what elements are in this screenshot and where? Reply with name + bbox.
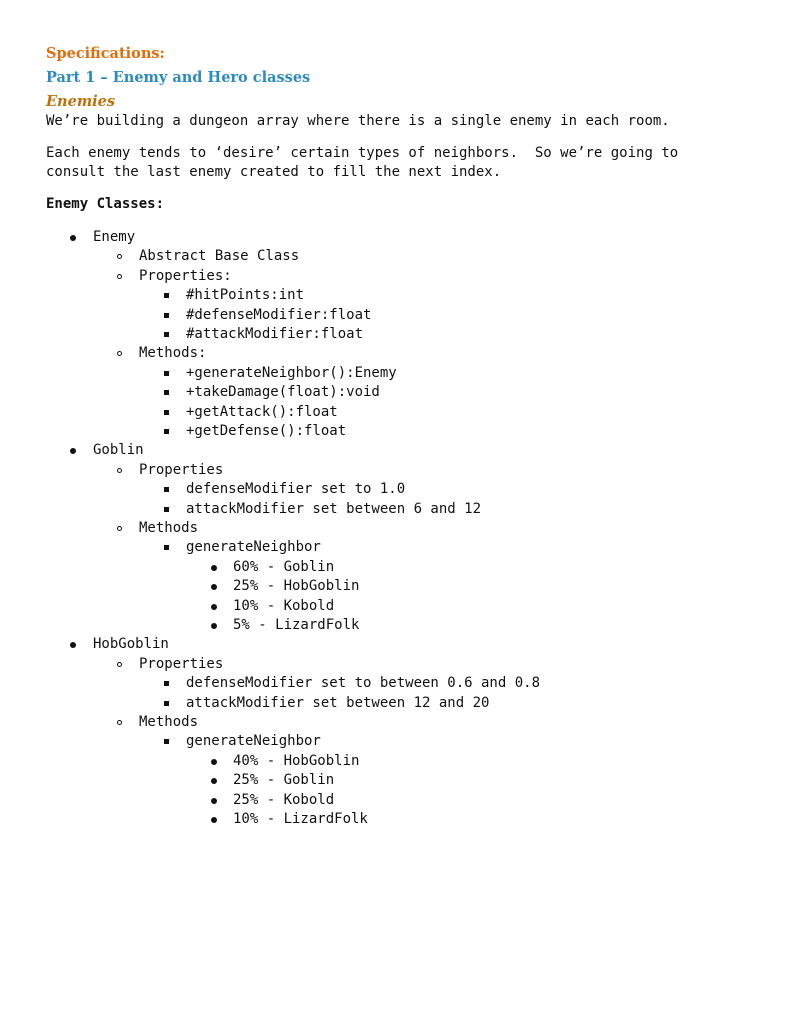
- outline-item-level-3: +getDefense():float: [186, 423, 347, 439]
- circle-bullet-icon: [117, 720, 122, 725]
- outline-item-level-1: Goblin: [93, 442, 144, 459]
- outline-item-level-3: +generateNeighbor():Enemy: [186, 364, 397, 381]
- disc-bullet-icon: [211, 778, 217, 784]
- square-bullet-icon: [164, 390, 169, 395]
- circle-bullet-icon: [117, 662, 122, 667]
- circle-bullet-icon: [117, 468, 122, 473]
- part1-heading: Part 1 – Enemy and Hero classes: [46, 69, 311, 86]
- disc-bullet-icon: [211, 798, 217, 804]
- outline-item-level-3: attackModifier set between 12 and 20: [186, 694, 490, 711]
- outline-item-level-4: 25% - Goblin: [233, 772, 335, 789]
- outline-item-level-3: +getAttack():float: [186, 403, 338, 420]
- square-bullet-icon: [164, 293, 169, 298]
- square-bullet-icon: [164, 429, 169, 434]
- disc-bullet-icon: [211, 817, 217, 823]
- square-bullet-icon: [164, 545, 169, 550]
- square-bullet-icon: [164, 332, 169, 337]
- outline-item-level-2: Methods: [139, 714, 199, 730]
- circle-bullet-icon: [117, 274, 122, 279]
- circle-bullet-icon: [117, 351, 122, 356]
- enemies-heading: Enemies: [46, 93, 116, 110]
- outline-item-level-2: Properties:: [139, 267, 232, 284]
- specifications-heading: Specifications:: [46, 45, 165, 62]
- disc-bullet-icon: [211, 604, 217, 610]
- outline-item-level-2: Methods: [139, 520, 199, 536]
- outline-item-level-2: Properties: [139, 461, 224, 478]
- outline-item-level-4: 40% - HobGoblin: [233, 752, 360, 769]
- intro-paragraph: We’re building a dungeon array where there is a single enemy in each room.: [46, 113, 670, 129]
- outline-item-level-1: Enemy: [93, 229, 136, 245]
- outline-item-level-2: Properties: [139, 655, 224, 672]
- disc-bullet-icon: [211, 759, 217, 765]
- outline-item-level-3: generateNeighbor: [186, 539, 321, 556]
- circle-bullet-icon: [117, 526, 122, 531]
- outline-item-level-3: generateNeighbor: [186, 733, 321, 750]
- outline-item-level-3: defenseModifier set to between 0.6 and 0.8: [186, 675, 541, 692]
- outline-item-level-2: Methods:: [139, 345, 207, 362]
- outline-item-level-4: 25% - Kobold: [233, 791, 335, 808]
- outline-item-level-4: 10% - Kobold: [233, 597, 335, 614]
- outline-item-level-4: 25% - HobGoblin: [233, 578, 360, 595]
- disc-bullet-icon: [70, 448, 76, 454]
- square-bullet-icon: [164, 371, 169, 376]
- outline-item-level-3: #hitPoints:int: [186, 287, 305, 304]
- outline-item-level-3: attackModifier set between 6 and 12: [186, 500, 482, 517]
- square-bullet-icon: [164, 507, 169, 512]
- circle-bullet-icon: [117, 254, 122, 259]
- outline-item-level-1: HobGoblin: [93, 636, 169, 653]
- outline-item-level-4: 10% - LizardFolk: [233, 811, 368, 827]
- square-bullet-icon: [164, 313, 169, 318]
- outline-item-level-2: Abstract Base Class: [139, 248, 300, 265]
- square-bullet-icon: [164, 739, 169, 744]
- outline-item-level-3: +takeDamage(float):void: [186, 384, 380, 401]
- enemy-classes-label: Enemy Classes:: [46, 196, 165, 212]
- square-bullet-icon: [164, 681, 169, 686]
- disc-bullet-icon: [70, 235, 76, 241]
- neighbors-paragraph: Each enemy tends to ‘desire’ certain types of neighbors. So we’re going to consult the last enemy created to fill the next index.: [46, 145, 679, 180]
- disc-bullet-icon: [70, 642, 76, 648]
- outline-item-level-4: 60% - Goblin: [233, 558, 335, 575]
- outline-item-level-4: 5% - LizardFolk: [233, 617, 360, 633]
- outline-item-level-3: #defenseModifier:float: [186, 306, 372, 323]
- disc-bullet-icon: [211, 623, 217, 629]
- disc-bullet-icon: [211, 584, 217, 590]
- disc-bullet-icon: [211, 565, 217, 571]
- outline-item-level-3: defenseModifier set to 1.0: [186, 481, 406, 498]
- square-bullet-icon: [164, 487, 169, 492]
- square-bullet-icon: [164, 410, 169, 415]
- square-bullet-icon: [164, 701, 169, 706]
- outline-item-level-3: #attackModifier:float: [186, 326, 364, 342]
